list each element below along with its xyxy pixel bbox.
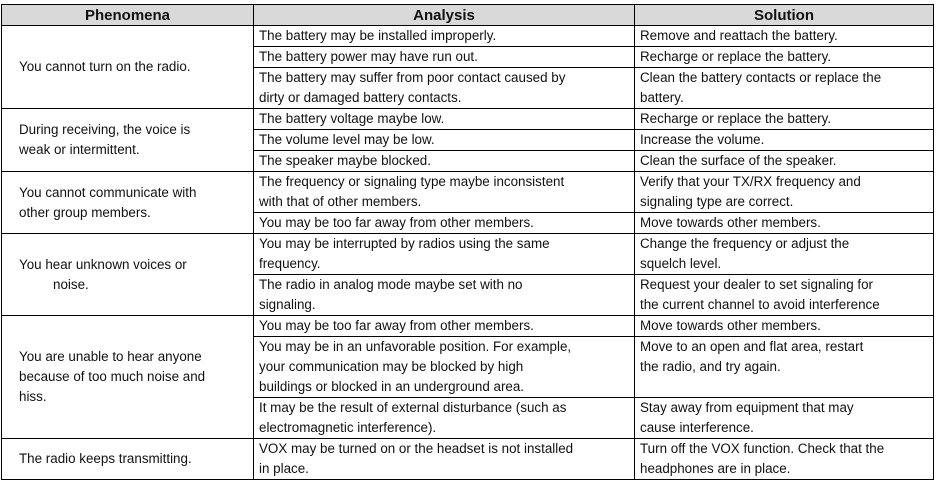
- text-line: Clean the battery contacts or replace the: [640, 70, 882, 85]
- troubleshooting-table: [1, 4, 934, 480]
- solution-cell: [635, 130, 934, 151]
- header-row: [2, 5, 934, 26]
- text-line: Change the frequency or adjust the: [640, 236, 850, 251]
- analysis-cell: [254, 337, 635, 398]
- text-line: squelch level.: [640, 256, 722, 271]
- header-solution: Solution: [635, 5, 934, 26]
- text-line: frequency.: [259, 256, 321, 271]
- header-phenomena: Phenomena: [2, 5, 254, 26]
- text-line: signaling type are correct.: [640, 194, 794, 209]
- phenomenon-cell: [2, 109, 254, 172]
- header-analysis: Analysis: [254, 5, 635, 26]
- text-line: Move towards other members.: [640, 318, 821, 333]
- text-line: headphones are in place.: [640, 461, 791, 476]
- text-line: buildings or blocked in an underground area.: [259, 379, 525, 394]
- text-line: Remove and reattach the battery.: [640, 28, 838, 43]
- text-line: other group members.: [19, 204, 151, 220]
- text-line: It may be the result of external disturbance (such as: [259, 400, 567, 415]
- analysis-cell: [254, 398, 635, 439]
- text-line: Turn off the VOX function. Check that the: [640, 441, 885, 456]
- table-header: [2, 5, 934, 26]
- text-line: Recharge or replace the battery.: [640, 49, 832, 64]
- solution-cell: [635, 275, 934, 316]
- solution-cell: [635, 47, 934, 68]
- text-line: dirty or damaged battery contacts.: [259, 90, 462, 105]
- analysis-cell: [254, 439, 635, 480]
- text-line: The frequency or signaling type maybe inconsistent: [259, 174, 565, 189]
- text-line: You may be too far away from other members.: [259, 215, 534, 230]
- analysis-cell: [254, 275, 635, 316]
- text-line: During receiving, the voice is: [19, 122, 191, 137]
- text-line: the radio, and try again.: [640, 359, 781, 374]
- analysis-cell: [254, 172, 635, 213]
- phenomenon-cell: [2, 172, 254, 234]
- text-line: in place.: [259, 461, 309, 476]
- solution-cell: [635, 316, 934, 337]
- text-line: Clean the surface of the speaker.: [640, 153, 837, 168]
- analysis-cell: [254, 213, 635, 234]
- table-row: [2, 316, 934, 337]
- text-line: Verify that your TX/RX frequency and: [640, 174, 861, 189]
- text-line: The battery may be installed improperly.: [259, 28, 497, 43]
- text-line: The battery voltage maybe low.: [259, 111, 445, 126]
- solution-cell: [635, 337, 934, 398]
- text-line: your communication may be blocked by high: [259, 359, 524, 374]
- text-line: Stay away from equipment that may: [640, 400, 854, 415]
- solution-cell: [635, 398, 934, 439]
- text-line: weak or intermittent.: [19, 142, 140, 157]
- text-line: Move to an open and flat area, restart: [640, 339, 864, 354]
- text-line: VOX may be turned on or the headset is not installed: [259, 441, 574, 456]
- text-line: The battery power may have run out.: [259, 49, 478, 64]
- text-line: noise.: [53, 276, 89, 292]
- table-body: [2, 26, 934, 480]
- phenomenon-cell: [2, 316, 254, 439]
- text-line: Move towards other members.: [640, 215, 821, 230]
- analysis-cell: [254, 109, 635, 130]
- text-line: the current channel to avoid interference: [640, 297, 880, 312]
- solution-cell: [635, 213, 934, 234]
- text-line: hiss.: [19, 389, 47, 404]
- analysis-cell: [254, 151, 635, 172]
- phenomenon-cell: [2, 439, 254, 480]
- text-line: You may be interrupted by radios using the same: [259, 236, 550, 251]
- analysis-cell: [254, 234, 635, 275]
- analysis-cell: [254, 47, 635, 68]
- table-row: [2, 109, 934, 130]
- text-line: You are unable to hear anyone: [19, 349, 202, 364]
- text-line: The radio in analog mode maybe set with no: [259, 277, 523, 292]
- phenomenon-cell: [2, 26, 254, 109]
- text-line: cause interference.: [640, 420, 754, 435]
- phenomenon-cell: [2, 234, 254, 316]
- text-line: electromagnetic interference).: [259, 420, 437, 435]
- text-line: battery.: [640, 90, 684, 105]
- solution-cell: [635, 151, 934, 172]
- analysis-cell: [254, 68, 635, 109]
- text-line: The volume level may be low.: [259, 132, 435, 147]
- text-line: The battery may suffer from poor contact caused by: [259, 70, 566, 85]
- solution-cell: [635, 234, 934, 275]
- text-line: signaling.: [259, 297, 316, 312]
- solution-cell: [635, 172, 934, 213]
- table-row: [2, 439, 934, 480]
- table-row: [2, 234, 934, 275]
- analysis-cell: [254, 316, 635, 337]
- text-line: with that of other members.: [259, 194, 422, 209]
- text-line: because of too much noise and: [19, 369, 206, 384]
- text-line: Increase the volume.: [640, 132, 765, 147]
- text-line: You may be in an unfavorable position. For example,: [259, 339, 572, 354]
- table-row: [2, 172, 934, 213]
- solution-cell: [635, 439, 934, 480]
- text-line: You cannot communicate with: [19, 184, 197, 200]
- text-line: You may be too far away from other members.: [259, 318, 534, 333]
- text-line: Recharge or replace the battery.: [640, 111, 832, 126]
- text-line: The speaker maybe blocked.: [259, 153, 431, 168]
- analysis-cell: [254, 26, 635, 47]
- text-line: You hear unknown voices or: [19, 256, 187, 272]
- text-line: The radio keeps transmitting.: [19, 451, 192, 466]
- table-row: [2, 26, 934, 47]
- solution-cell: [635, 26, 934, 47]
- solution-cell: [635, 109, 934, 130]
- text-line: Request your dealer to set signaling for: [640, 277, 873, 292]
- solution-cell: [635, 68, 934, 109]
- analysis-cell: [254, 130, 635, 151]
- text-line: You cannot turn on the radio.: [19, 59, 191, 74]
